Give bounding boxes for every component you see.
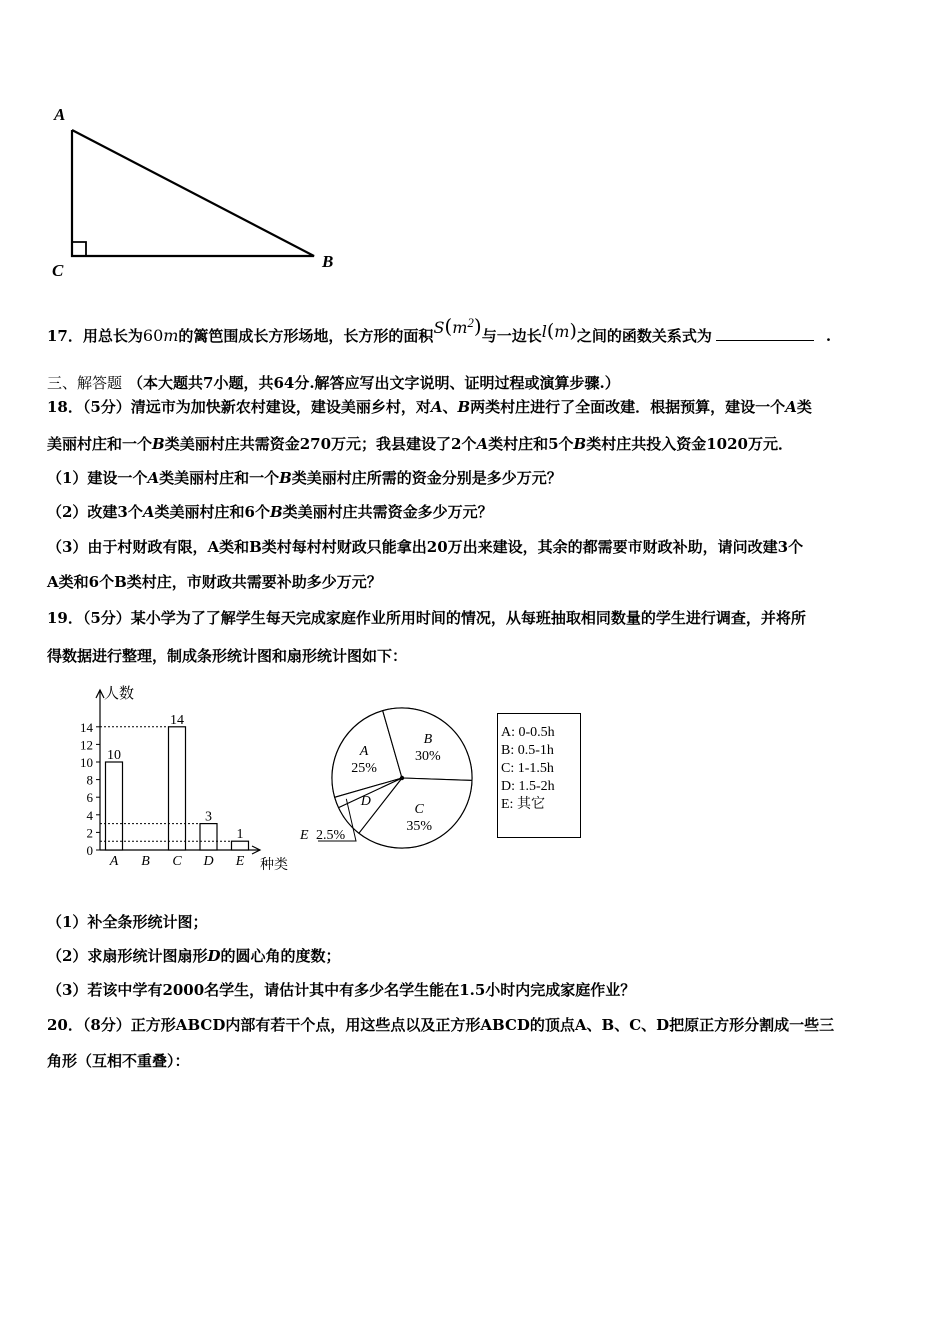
q17-side-expr: l(m): [541, 320, 577, 342]
bar-data-label: 3: [205, 809, 212, 825]
pie-label-d: D: [360, 793, 371, 809]
q18-part3-line1: （3）由于村财政有限，A类和B类村每村村财政只能拿出20万出来建设，其余的都需要市财政补助，请问改建3个: [47, 538, 804, 556]
q17-text1: 用总长为: [82, 327, 143, 345]
q18-p2-c: 类美丽村庄共需资金多少万元？: [282, 503, 493, 521]
q18-cat-a-3: A: [476, 435, 489, 453]
q18-p2-b: 类美丽村庄和6个: [154, 503, 270, 521]
q18-line1: [47, 396, 812, 417]
section-3-heading: [47, 372, 620, 393]
bar: [106, 762, 123, 850]
bar-data-label: 10: [107, 748, 121, 763]
pie-label-c: C: [414, 801, 424, 817]
q18-cat-a: A: [430, 398, 443, 416]
q17-side-unit: m: [554, 322, 570, 341]
q18-p2-cat-b: B: [269, 503, 283, 521]
q18-line1-b: 两类村庄进行了全面改建．根据预算，建设一个: [470, 398, 786, 416]
x-tick-label: E: [235, 854, 245, 869]
legend-item-e: E: 其它: [501, 797, 545, 812]
pie-label-a: A: [359, 743, 369, 759]
q17-answer-blank[interactable]: [716, 326, 814, 341]
q18-p1-a: （1）建设一个: [47, 469, 148, 487]
section-3-title: 三、解答题: [47, 374, 123, 392]
x-axis-label: 种类: [260, 858, 288, 873]
q17-number: 17．: [47, 327, 83, 345]
q18-line1-a: 18．（5分）清远市为加快新农村建设，建设美丽乡村，对: [47, 398, 431, 416]
y-tick-label: 8: [86, 772, 93, 788]
q20-line1: 20．（8分）正方形ABCD内部有若干个点，用这些点以及正方形ABCD的顶点A、B、C、D把原正方形分割成一些三: [47, 1016, 835, 1034]
x-tick-label: C: [172, 854, 182, 869]
y-axis-label: 人数: [104, 686, 135, 702]
q18-part2: [47, 501, 493, 522]
pie-chart: [290, 700, 490, 860]
triangle-label-c: C: [52, 261, 64, 280]
q18-line2: [47, 433, 793, 454]
q18-part3-line2: A类和6个B类村庄，市财政共需要补助多少万元？: [47, 573, 382, 591]
question-17: [47, 314, 832, 346]
q17-text3: 与一边长: [481, 327, 542, 345]
y-tick-label: 4: [86, 807, 93, 823]
q19-p2-d: D: [207, 947, 221, 965]
legend-item-c: C: 1-1.5h: [501, 761, 554, 776]
q19-line1: 19．（5分）某小学为了了解学生每天完成家庭作业所用时间的情况，从每班抽取相同数量的学生进行调查，并将所: [47, 609, 806, 627]
q19-p2-a: （2）求扇形统计图扇形: [47, 947, 208, 965]
q18-p1-cat-b: B: [279, 469, 292, 487]
x-tick-label: B: [141, 854, 150, 869]
pie-percent-b: 30%: [415, 748, 441, 764]
q18-line2-c: 类村庄和5个: [488, 435, 574, 453]
q18-p1-b: 类美丽村庄和一个: [159, 469, 280, 487]
y-tick-label: 6: [86, 790, 93, 806]
q17-length-value: 60: [142, 326, 164, 345]
pie-label-b: B: [423, 731, 433, 747]
q18-line1-c: 类: [796, 398, 812, 416]
bar: [232, 841, 249, 850]
legend-item-d: D: 1.5-2h: [501, 779, 555, 794]
q19-part3: （3）若该中学有2000名学生，请估计其中有多少名学生能在1.5小时内完成家庭作业？: [47, 981, 636, 999]
q18-sep: 、: [442, 398, 458, 416]
pie-percent-a: 25%: [351, 760, 377, 776]
q18-p1-c: 类美丽村庄所需的资金分别是多少万元？: [291, 469, 562, 487]
q17-side-symbol: l: [541, 322, 547, 341]
right-triangle-figure: [40, 100, 360, 290]
q17-unit: m: [163, 326, 179, 345]
q18-cat-b-2: B: [152, 435, 165, 453]
x-tick-label: D: [203, 854, 214, 869]
q18-line2-a: 美丽村庄和一个: [47, 435, 153, 453]
q17-length: [143, 326, 179, 345]
q18-p1-cat-a: A: [147, 469, 160, 487]
bar-chart: [68, 680, 308, 875]
bar-data-label: 1: [236, 827, 244, 843]
bar-data-label: 14: [170, 712, 184, 728]
q17-text4: 之间的函数关系式为: [576, 327, 712, 345]
q18-line2-d: 类村庄共投入资金1020万元．: [586, 435, 793, 453]
pie-percent-c: 35%: [406, 818, 432, 834]
q18-part1: [47, 467, 562, 488]
bar: [169, 727, 186, 850]
y-tick-label: 10: [80, 755, 93, 770]
q17-text2: 的篱笆围成长方形场地，长方形的面积: [178, 327, 434, 345]
q17-area-expr: $S(m^2)$: [433, 314, 482, 338]
q18-p2-cat-a: A: [142, 503, 155, 521]
x-tick-label: A: [109, 854, 119, 869]
y-tick-label: 2: [86, 825, 93, 841]
q19-part1: （1）补全条形统计图；: [47, 913, 208, 931]
q19-line2: 得数据进行整理，制成条形统计图和扇形统计图如下：: [47, 647, 408, 665]
q19-part2: [47, 945, 340, 966]
legend-item-a: A: 0-0.5h: [501, 725, 555, 740]
triangle-label-a: A: [54, 105, 66, 124]
q17-end: .: [825, 327, 832, 345]
triangle-label-b: B: [322, 252, 334, 271]
y-tick-label: 14: [80, 719, 93, 735]
y-tick-label: 0: [86, 843, 93, 858]
q18-cat-a-2: A: [785, 398, 797, 416]
pie-percent-e: 2.5%: [316, 828, 346, 843]
pie-legend: [497, 713, 581, 838]
q18-cat-b-3: B: [573, 435, 587, 453]
section-3-note: （本大题共7小题，共64分.解答应写出文字说明、证明过程或演算步骤.）: [128, 374, 620, 392]
pie-center-dot: [400, 776, 404, 780]
q18-line2-b: 类美丽村庄共需资金270万元；我县建设了2个: [164, 435, 477, 453]
triangle-edges: [72, 130, 314, 256]
pie-label-e: E: [300, 828, 309, 843]
bar: [200, 824, 217, 850]
q20-line2: 角形（互相不重叠）：: [47, 1052, 190, 1070]
legend-item-b: B: 0.5-1h: [501, 743, 554, 758]
q17-area-unit-sup: 2: [467, 315, 474, 330]
right-angle-mark: [72, 242, 86, 256]
y-tick-label: 12: [80, 737, 93, 753]
q19-p2-b: 的圆心角的度数；: [220, 947, 341, 965]
q18-p2-a: （2）改建3个: [47, 503, 143, 521]
q18-cat-b: B: [457, 398, 471, 416]
q17-area-unit: m: [452, 318, 468, 337]
q17-area-symbol: S: [433, 318, 445, 337]
